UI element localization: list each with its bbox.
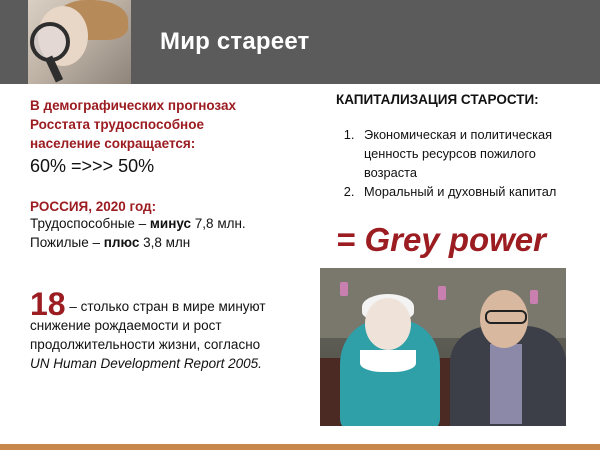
elderly-line: Пожилые – плюс 3,8 млн bbox=[30, 235, 191, 250]
glasses-icon bbox=[485, 310, 527, 324]
forecast-change: 60% =>>> 50% bbox=[30, 156, 155, 176]
countries-stat: 18 – столько стран в мире минуют снижение рождаемости и рост продолжительности жизни, согласно UN Human Development Report 2005. bbox=[30, 286, 266, 371]
report-source: UN Human Development Report 2005. bbox=[30, 356, 262, 371]
stat-number: 18 bbox=[30, 286, 66, 322]
header-bar bbox=[0, 0, 600, 84]
left-column bbox=[30, 96, 300, 252]
right-column bbox=[336, 92, 586, 201]
grey-power-text: = Grey power bbox=[336, 221, 547, 258]
lamp-icon bbox=[340, 282, 348, 296]
girl-magnifier-image bbox=[28, 0, 131, 84]
elderly-couple-image bbox=[320, 268, 566, 426]
lamp-icon bbox=[530, 290, 538, 304]
russia-heading: РОССИЯ, 2020 год: bbox=[30, 199, 157, 214]
footer-bar bbox=[0, 444, 600, 450]
capitalization-list bbox=[336, 125, 586, 201]
slide-title: Мир стареет bbox=[160, 28, 310, 55]
forecast-text: В демографических прогнозах Росстата трудоспособное население сокращается: bbox=[30, 98, 236, 151]
list-item: 1. Экономическая и политическая ценность ресурсов пожилого возраста bbox=[358, 125, 586, 182]
lamp-icon bbox=[438, 286, 446, 300]
list-item: 2. Моральный и духовный капитал bbox=[358, 182, 586, 201]
working-age-line: Трудоспособные – минус 7,8 млн. bbox=[30, 216, 246, 231]
capitalization-heading: КАПИТАЛИЗАЦИЯ СТАРОСТИ: bbox=[336, 92, 539, 107]
